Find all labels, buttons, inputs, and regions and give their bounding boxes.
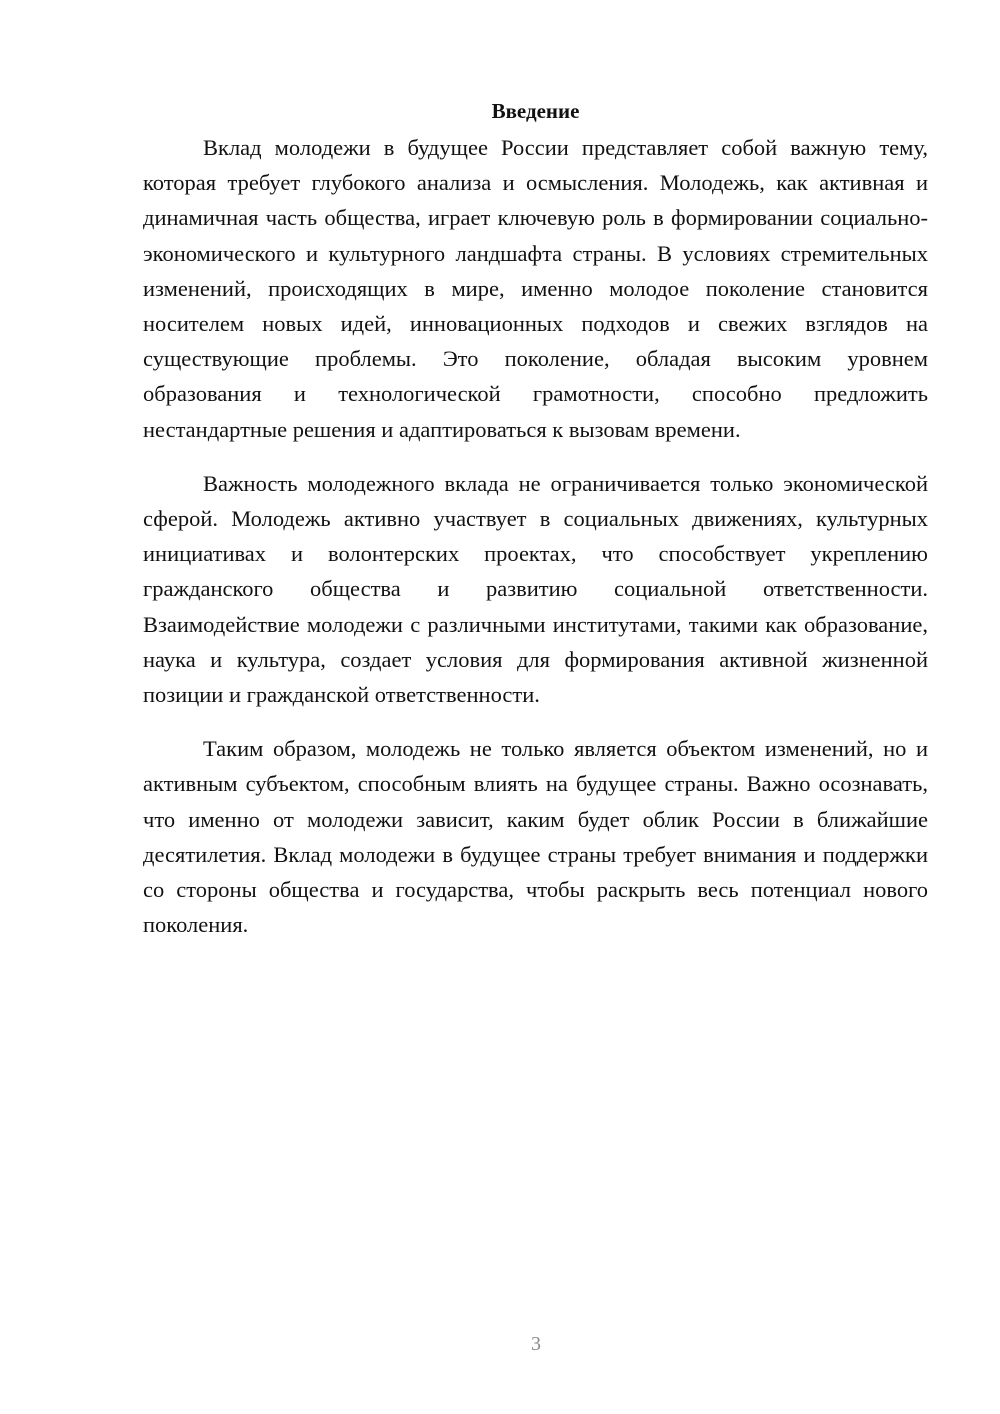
section-title: Введение — [491, 99, 580, 123]
page-content — [143, 94, 928, 961]
paragraph-1: Вклад молодежи в будущее России представляет собой важную тему, которая требует глубокого анализа и осмысления. Молодежь, как активная и динамичная часть общества, играет ключевую роль в формировании социально-экономического и культурного ландшафта страны. В условиях стремительных изменений, происходящих в мире, именно молодое поколение становится носителем новых идей, инновационных подходов и свежих взглядов на существующие проблемы. Это поколение, обладая высоким уровнем образования и технологической грамотности, способно предложить нестандартные решения и адаптироваться к вызовам времени. — [143, 135, 928, 442]
paragraph-2: Важность молодежного вклада не ограничивается только экономической сферой. Молодежь активно участвует в социальных движениях, культурных инициативах и волонтерских проектах, что способствует укреплению гражданского общества и развитию социальной ответственности. Взаимодействие молодежи с различными институтами, такими как образование, наука и культура, создает условия для формирования активной жизненной позиции и гражданской ответственности. — [143, 470, 928, 708]
page-number: 3 — [531, 1333, 541, 1355]
paragraph-3: Таким образом, молодежь не только является объектом изменений, но и активным субъектом, способным влиять на будущее страны. Важно осознавать, что именно от молодежи зависит, каким будет облик России в ближайшие десятилетия. Вклад молодежи в будущее страны требует внимания и поддержки со стороны общества и государства, чтобы раскрыть весь потенциал нового поколения. — [143, 736, 928, 938]
